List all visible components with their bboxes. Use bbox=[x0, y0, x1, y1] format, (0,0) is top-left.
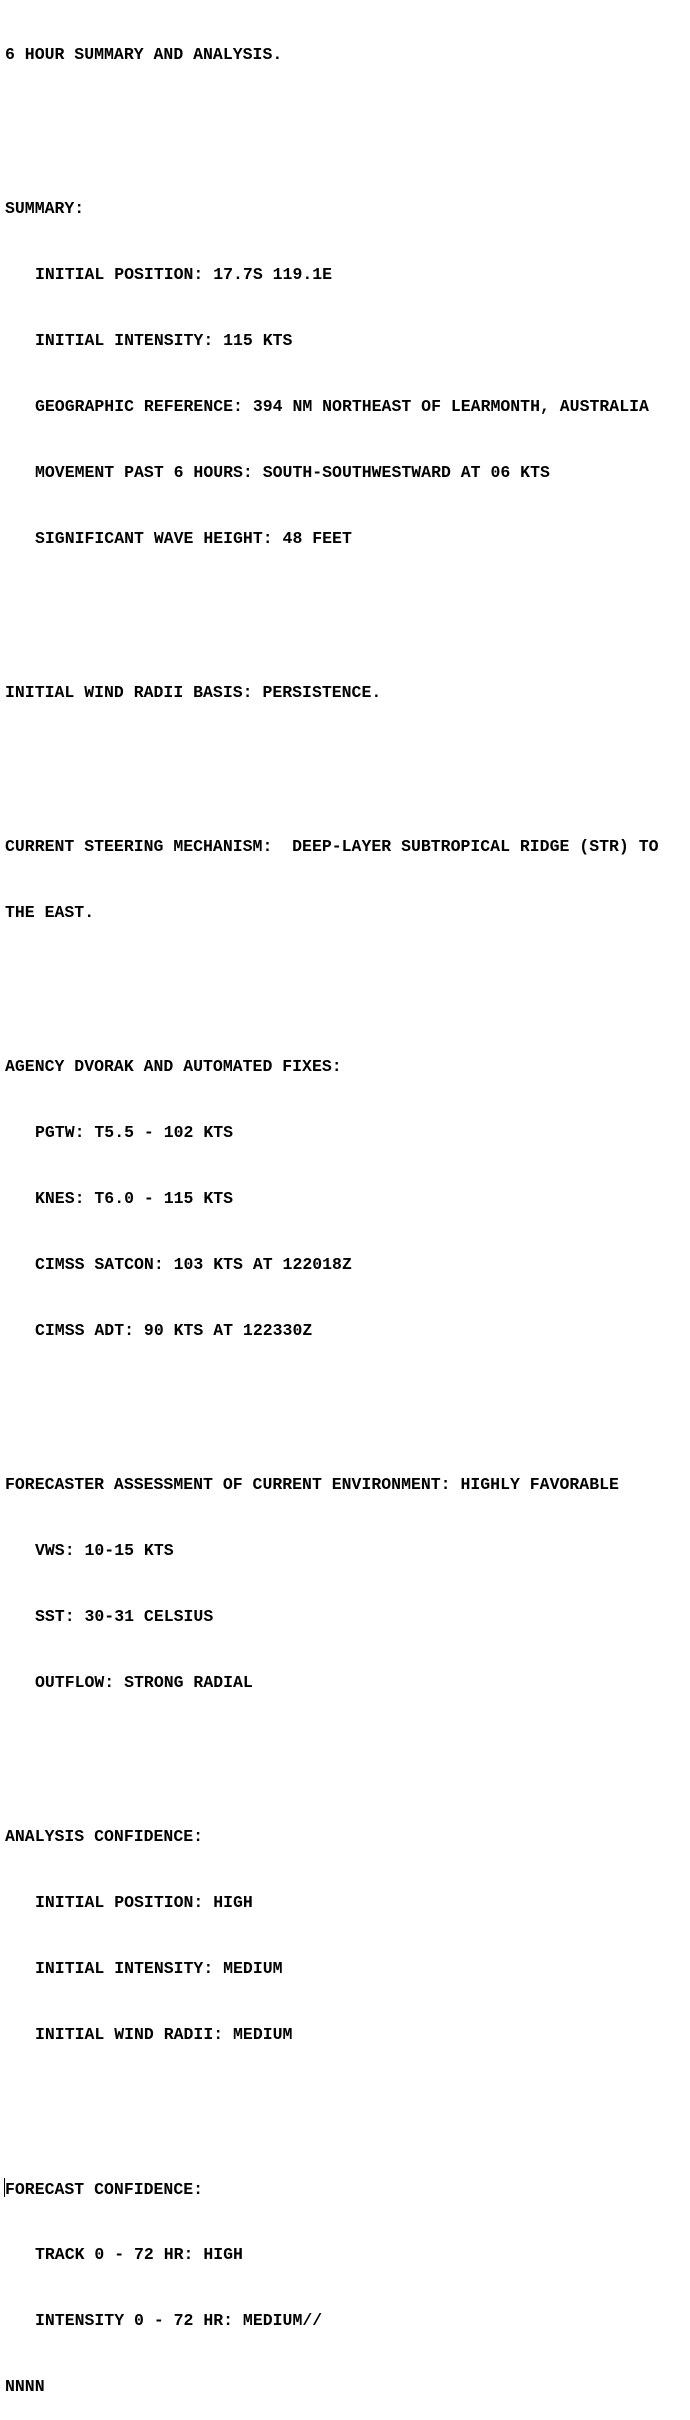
steering-line-2: THE EAST. bbox=[5, 903, 95, 922]
forecast-confidence-heading: FORECAST CONFIDENCE: bbox=[5, 2180, 204, 2199]
summary-initial-intensity: INITIAL INTENSITY: 115 KTS bbox=[35, 331, 293, 350]
steering-line-1: CURRENT STEERING MECHANISM: DEEP-LAYER SUBTROPICAL RIDGE (STR) TO bbox=[5, 837, 659, 856]
blank-line bbox=[5, 1386, 685, 1408]
bulletin-title: 6 HOUR SUMMARY AND ANALYSIS. bbox=[5, 45, 283, 64]
fix-knes: KNES: T6.0 - 115 KTS bbox=[35, 1189, 234, 1208]
blank-line bbox=[5, 2090, 685, 2112]
environment-heading: FORECASTER ASSESSMENT OF CURRENT ENVIRONMENT: HIGHLY FAVORABLE bbox=[5, 1475, 619, 1494]
forecast-confidence-line[interactable] bbox=[5, 2178, 685, 2200]
analysis-confidence-intensity: INITIAL INTENSITY: MEDIUM bbox=[35, 1959, 283, 1978]
summary-initial-position: INITIAL POSITION: 17.7S 119.1E bbox=[35, 265, 333, 284]
summary-geographic-reference: GEOGRAPHIC REFERENCE: 394 NM NORTHEAST OF LEARMONTH, AUSTRALIA bbox=[35, 397, 649, 416]
analysis-confidence-position: INITIAL POSITION: HIGH bbox=[35, 1893, 253, 1912]
forecast-confidence-intensity: INTENSITY 0 - 72 HR: MEDIUM// bbox=[35, 2311, 323, 2330]
fixes-heading: AGENCY DVORAK AND AUTOMATED FIXES: bbox=[5, 1057, 342, 1076]
analysis-confidence-wind-radii: INITIAL WIND RADII: MEDIUM bbox=[35, 2025, 293, 2044]
end-marker: NNNN bbox=[5, 2377, 45, 2396]
bulletin-document bbox=[5, 0, 685, 2420]
blank-line bbox=[5, 1738, 685, 1760]
analysis-confidence-heading: ANALYSIS CONFIDENCE: bbox=[5, 1827, 204, 1846]
forecast-confidence-track: TRACK 0 - 72 HR: HIGH bbox=[35, 2245, 243, 2264]
blank-line bbox=[5, 594, 685, 616]
blank-line bbox=[5, 968, 685, 990]
environment-vws: VWS: 10-15 KTS bbox=[35, 1541, 174, 1560]
fix-cimss-adt: CIMSS ADT: 90 KTS AT 122330Z bbox=[35, 1321, 313, 1340]
blank-line bbox=[5, 110, 685, 132]
fix-cimss-satcon: CIMSS SATCON: 103 KTS AT 122018Z bbox=[35, 1255, 352, 1274]
blank-line bbox=[5, 748, 685, 770]
fix-pgtw: PGTW: T5.5 - 102 KTS bbox=[35, 1123, 234, 1142]
environment-sst: SST: 30-31 CELSIUS bbox=[35, 1607, 214, 1626]
summary-heading: SUMMARY: bbox=[5, 199, 85, 218]
summary-wave-height: SIGNIFICANT WAVE HEIGHT: 48 FEET bbox=[35, 529, 352, 548]
environment-outflow: OUTFLOW: STRONG RADIAL bbox=[35, 1673, 253, 1692]
wind-radii-basis: INITIAL WIND RADII BASIS: PERSISTENCE. bbox=[5, 683, 382, 702]
summary-movement: MOVEMENT PAST 6 HOURS: SOUTH-SOUTHWESTWARD AT 06 KTS bbox=[35, 463, 550, 482]
